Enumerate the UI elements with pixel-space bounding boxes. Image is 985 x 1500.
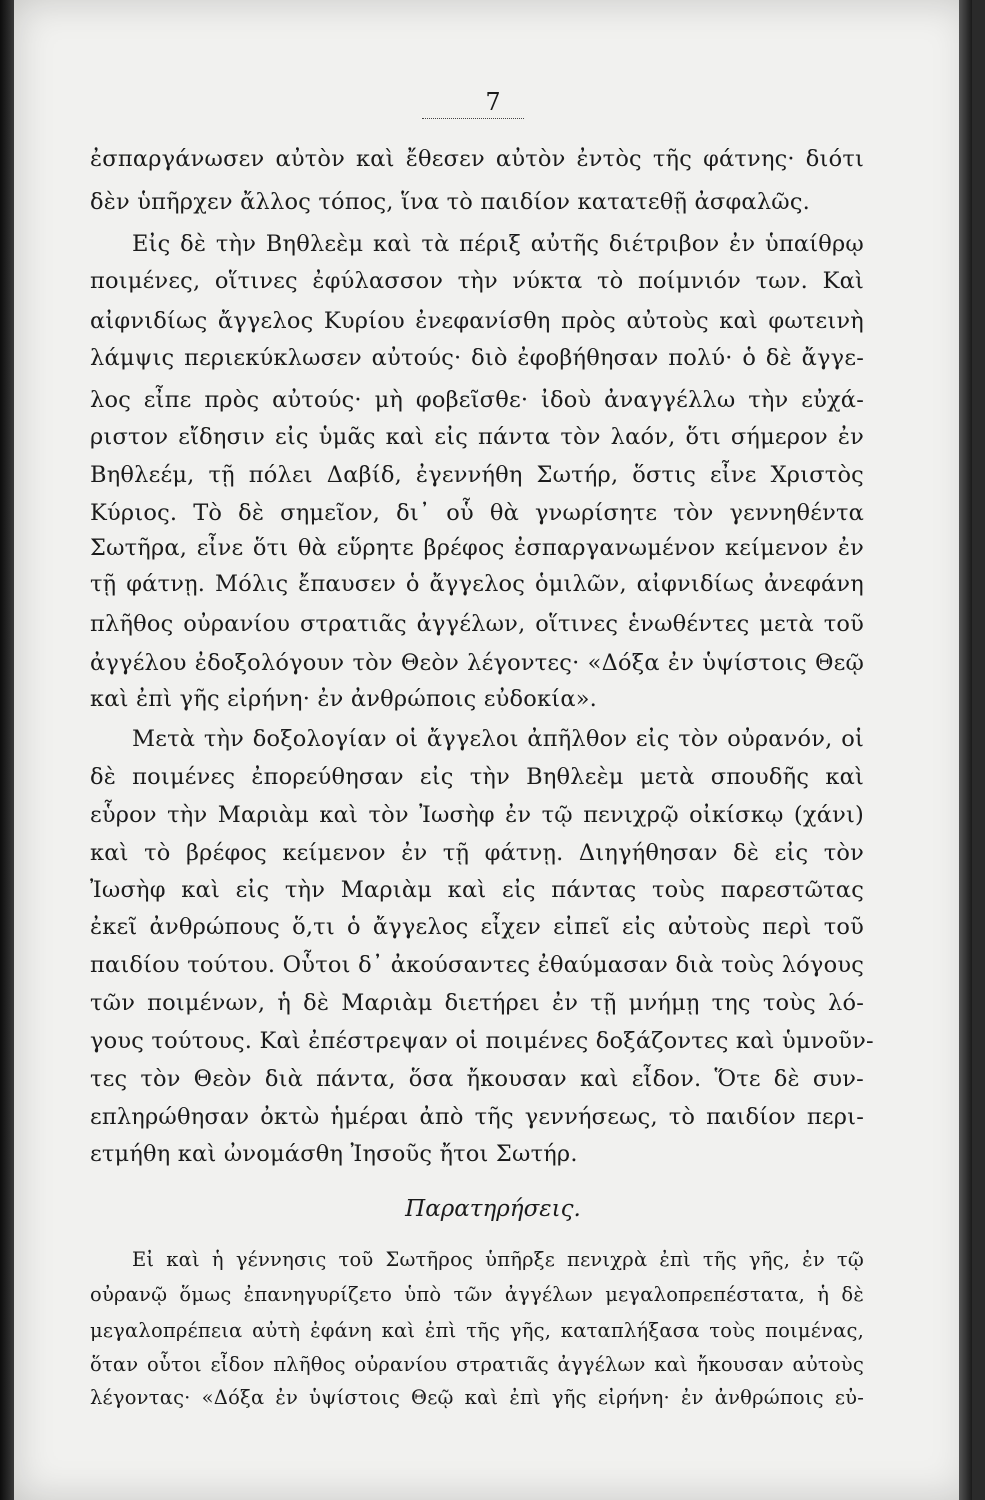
- text-line: ετμήθη καὶ ὠνομάσθη Ἰησοῦς ἤτοι Σωτήρ.: [90, 1141, 578, 1167]
- text-line: πλῆθος οὐρανίου στρατιᾶς ἀγγέλων, οἵτινες ἑνωθέντες μετὰ τοῦ: [90, 611, 864, 637]
- text-line: ἀγγέλου ἐδοξολόγουν τὸν Θεὸν λέγοντες· «Δόξα ἐν ὑψίστοις Θεῷ: [90, 650, 864, 676]
- text-line: Ἰωσὴφ καὶ εἰς τὴν Μαριὰμ καὶ εἰς πάντας τοὺς παρεστῶτας: [90, 877, 864, 903]
- text-line: Εἰ καὶ ἡ γέννησις τοῦ Σωτῆρος ὑπῆρξε πενιχρὰ ἐπὶ τῆς γῆς, ἐν τῷ: [132, 1248, 864, 1271]
- text-line: τῶν ποιμένων, ἡ δὲ Μαριὰμ διετήρει ἐν τῇ μνήμῃ της τοὺς λό-: [90, 990, 864, 1016]
- text-line: τες τὸν Θεὸν διὰ πάντα, ὅσα ἤκουσαν καὶ εἶδον. Ὅτε δὲ συν-: [90, 1066, 864, 1092]
- text-line: Κύριος. Τὸ δὲ σημεῖον, δι᾿ οὗ θὰ γνωρίσητε τὸν γεννηθέντα: [90, 500, 864, 526]
- text-line: Σωτῆρα, εἶνε ὅτι θὰ εὕρητε βρέφος ἐσπαργανωμένον κείμενον ἐν: [90, 535, 864, 561]
- text-line: δὲν ὑπῆρχεν ἄλλος τόπος, ἵνα τὸ παιδίον κατατεθῇ ἀσφαλῶς.: [90, 189, 810, 215]
- text-line: οὐρανῷ ὅμως ἐπανηγυρίζετο ὑπὸ τῶν ἀγγέλων μεγαλοπρεπέστατα, ἡ δὲ: [90, 1283, 864, 1306]
- text-line: εὗρον τὴν Μαριὰμ καὶ τὸν Ἰωσὴφ ἐν τῷ πενιχρῷ οἰκίσκῳ (χάνι): [90, 802, 864, 828]
- text-line: Μετὰ τὴν δοξολογίαν οἱ ἄγγελοι ἀπῆλθον εἰς τὸν οὐρανόν, οἱ: [132, 726, 864, 752]
- section-heading: Παρατηρήσεις.: [405, 1196, 581, 1222]
- text-line: καὶ τὸ βρέφος κείμενον ἐν τῇ φάτνῃ. Διηγήθησαν δὲ εἰς τὸν: [90, 840, 864, 866]
- page-number: 7: [485, 88, 501, 116]
- text-line: Βηθλεέμ, τῇ πόλει Δαβίδ, ἐγεννήθη Σωτήρ, ὅστις εἶνε Χριστὸς: [90, 462, 864, 488]
- text-line: τῇ φάτνῃ. Μόλις ἔπαυσεν ὁ ἄγγελος ὁμιλῶν, αἰφνιδίως ἀνεφάνη: [90, 571, 864, 597]
- text-line: καὶ ἐπὶ γῆς εἰρήνη· ἐν ἀνθρώποις εὐδοκία».: [90, 686, 598, 712]
- text-line: ἐκεῖ ἀνθρώπους ὅ,τι ὁ ἄγγελος εἶχεν εἰπεῖ εἰς αὐτοὺς περὶ τοῦ: [90, 914, 864, 940]
- page-number-rule: [422, 118, 524, 119]
- text-line: επληρώθησαν ὀκτὼ ἡμέραι ἀπὸ τῆς γεννήσεως, τὸ παιδίον περι-: [90, 1104, 864, 1130]
- text-line: λος εἶπε πρὸς αὐτούς· μὴ φοβεῖσθε· ἰδοὺ ἀναγγέλλω τὴν εὐχά-: [90, 387, 864, 413]
- text-line: λέγοντας· «Δόξα ἐν ὑψίστοις Θεῷ καὶ ἐπὶ γῆς εἰρήνη· ἐν ἀνθρώποις εὐ-: [90, 1386, 864, 1409]
- book-spine-shadow: [0, 0, 14, 1500]
- text-line: παιδίου τούτου. Οὗτοι δ᾿ ἀκούσαντες ἐθαύμασαν διὰ τοὺς λόγους: [90, 952, 864, 978]
- text-line: δὲ ποιμένες ἐπορεύθησαν εἰς τὴν Βηθλεὲμ μετὰ σπουδῆς καὶ: [90, 764, 864, 790]
- text-line: Εἰς δὲ τὴν Βηθλεὲμ καὶ τὰ πέριξ αὐτῆς διέτριβον ἐν ὑπαίθρῳ: [132, 231, 864, 257]
- text-line: ποιμένες, οἵτινες ἐφύλασσον τὴν νύκτα τὸ ποίμνιόν των. Καὶ: [90, 268, 864, 294]
- text-line: λάμψις περιεκύκλωσεν αὐτούς· διὸ ἐφοβήθησαν πολύ· ὁ δὲ ἄγγε-: [90, 345, 864, 371]
- text-line: ριστον εἴδησιν εἰς ὑμᾶς καὶ εἰς πάντα τὸν λαόν, ὅτι σήμερον ἐν: [90, 424, 864, 450]
- text-line: μεγαλοπρέπεια αὐτὴ ἐφάνη καὶ ἐπὶ τῆς γῆς, καταπλήξασα τοὺς ποιμένας,: [90, 1319, 864, 1342]
- text-line: αἰφνιδίως ἄγγελος Κυρίου ἐνεφανίσθη πρὸς αὐτοὺς καὶ φωτεινὴ: [90, 308, 864, 334]
- text-line: ὅταν οὗτοι εἶδον πλῆθος οὐρανίου στρατιᾶς ἀγγέλων καὶ ἤκουσαν αὐτοὺς: [90, 1353, 864, 1376]
- text-line: γους τούτους. Καὶ ἐπέστρεψαν οἱ ποιμένες δοξάζοντες καὶ ὑμνοῦν-: [90, 1028, 874, 1054]
- text-line: ἐσπαργάνωσεν αὐτὸν καὶ ἔθεσεν αὐτὸν ἐντὸς τῆς φάτνης· διότι: [90, 146, 864, 172]
- page-edge-shadow: [959, 0, 972, 1500]
- book-page: [14, 0, 972, 1500]
